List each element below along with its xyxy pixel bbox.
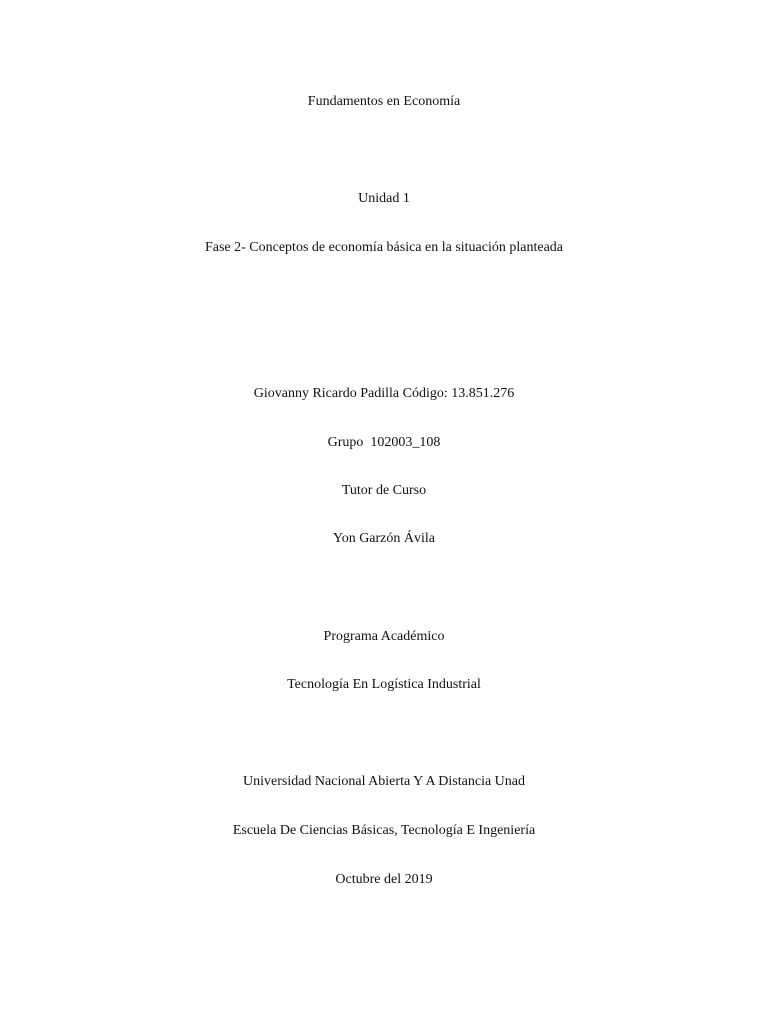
course-title: Fundamentos en Economía <box>307 94 461 109</box>
program-label: Programa Académico <box>323 629 445 644</box>
tutor-name: Yon Garzón Ávila <box>332 531 435 546</box>
university-name: Universidad Nacional Abierta Y A Distancia Unad <box>243 774 525 789</box>
tutor-label: Tutor de Curso <box>341 483 427 498</box>
school-name: Escuela De Ciencias Básicas, Tecnología E Ingeniería <box>232 823 536 838</box>
document-date: Octubre del 2019 <box>335 872 433 887</box>
unit-label: Unidad 1 <box>358 191 410 206</box>
phase-title: Fase 2- Conceptos de economía básica en la situación planteada <box>204 240 564 255</box>
student-name: Giovanny Ricardo Padilla Código: 13.851.276 <box>253 386 515 401</box>
program-name: Tecnología En Logística Industrial <box>287 677 481 692</box>
group-label: Grupo 102003_108 <box>327 435 441 450</box>
